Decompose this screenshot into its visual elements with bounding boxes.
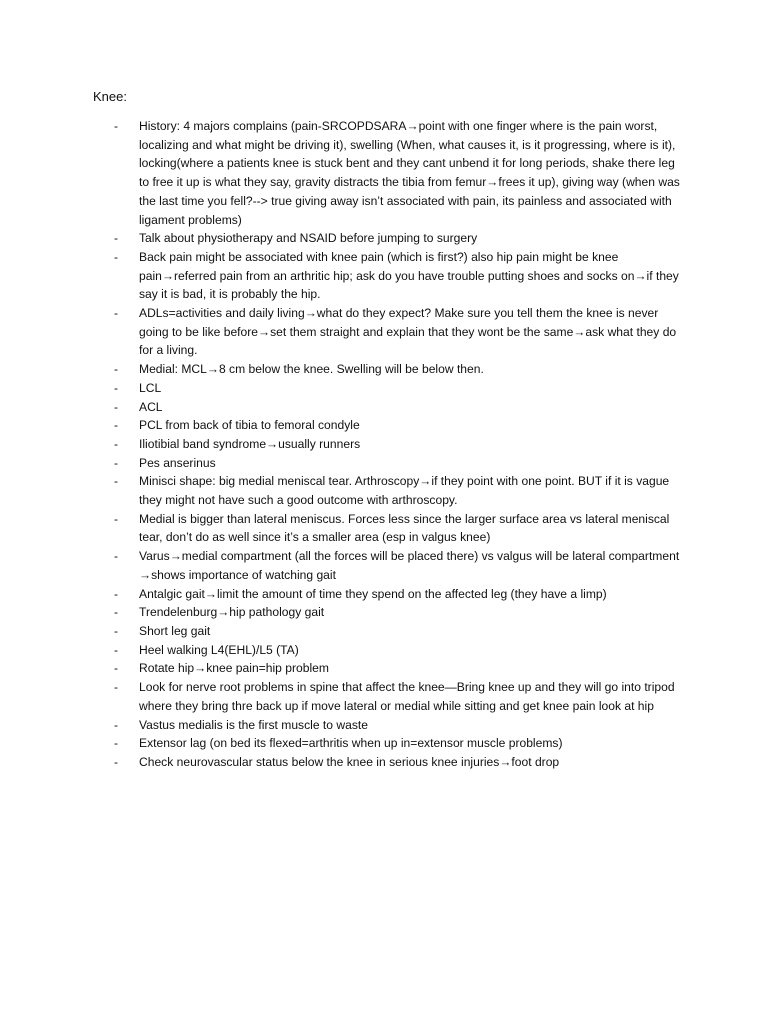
bullet-dash: - — [114, 511, 119, 526]
bullet-dash: - — [114, 436, 119, 451]
list-item-text: Heel walking L4(EHL)/L5 (TA) — [139, 642, 299, 657]
list-item-text: Iliotibial band syndrome→usually runners — [139, 436, 361, 451]
list-item — [114, 622, 680, 641]
list-item — [114, 304, 680, 360]
list-item-text: Back pain might be associated with knee pain (which is first?) also hip pain might be knee pain→referred pain from an arthritic hip; ask do you have trouble putting shoes and socks on→if they say it is bad, it is probably the hip. — [139, 249, 679, 302]
list-item — [114, 248, 680, 304]
list-item-text: Short leg gait — [139, 623, 211, 638]
list-item — [114, 603, 680, 622]
list-item — [114, 117, 680, 229]
list-item — [114, 229, 680, 248]
bullet-dash: - — [114, 455, 119, 470]
list-item-text: Vastus medialis is the first muscle to waste — [139, 717, 368, 732]
list-item — [114, 398, 680, 417]
list-item-text: Look for nerve root problems in spine that affect the knee—Bring knee up and they will go into tripod where they bring thre back up if move lateral or medial while sitting and get knee pain look at hip — [139, 680, 675, 713]
bullet-dash: - — [114, 119, 119, 133]
list-item-text: Varus→medial compartment (all the forces will be placed there) vs valgus will be lateral compartment →shows importance of watching gait — [139, 549, 680, 582]
bullet-dash: - — [114, 717, 119, 732]
list-item — [114, 753, 680, 772]
list-item-text: ADLs=activities and daily living→what do they expect? Make sure you tell them the knee is never going to be like before→set them straight and explain that they wont be the same→ask what they do for a living. — [139, 306, 677, 358]
list-item — [114, 659, 680, 678]
list-item-text: Talk about physiotherapy and NSAID before jumping to surgery — [139, 231, 478, 246]
list-item-text: Extensor lag (on bed its flexed=arthritis when up in=extensor muscle problems) — [139, 736, 563, 751]
bullet-dash: - — [114, 680, 119, 695]
list-item-text: Minisci shape: big medial meniscal tear. Arthroscopy→if they point with one point. BUT if it is vague they might not have such a good outcome with arthroscopy. — [139, 474, 670, 508]
bullet-dash: - — [114, 754, 119, 769]
list-item — [114, 716, 680, 735]
bullet-dash: - — [114, 418, 119, 433]
list-item-text: Medial is bigger than lateral meniscus. Forces less since the larger surface area vs lateral meniscal tear, don’t do as well since it’s a smaller area (esp in valgus knee) — [139, 511, 670, 545]
list-item — [114, 472, 680, 509]
bullet-dash: - — [114, 605, 119, 620]
list-item-text: LCL — [139, 380, 162, 395]
list-item-text: Pes anserinus — [139, 455, 216, 470]
bullet-dash: - — [114, 380, 119, 395]
bullet-dash: - — [114, 736, 119, 751]
list-item-text: Antalgic gait→limit the amount of time they spend on the affected leg (they have a limp) — [139, 586, 607, 601]
list-item — [114, 454, 680, 473]
bullet-dash: - — [114, 474, 119, 489]
list-item — [114, 435, 680, 454]
bullet-dash: - — [114, 586, 119, 601]
list-item — [114, 734, 680, 753]
list-item — [114, 510, 680, 547]
list-item-text: Medial: MCL→8 cm below the knee. Swelling will be below then. — [139, 362, 484, 377]
list-item — [114, 379, 680, 398]
document-heading: Knee: — [93, 89, 127, 104]
bullet-dash: - — [114, 642, 119, 657]
list-item-text: Rotate hip→knee pain=hip problem — [139, 661, 329, 676]
list-item — [114, 416, 680, 435]
notes-list — [114, 117, 680, 772]
list-item — [114, 585, 680, 604]
bullet-dash: - — [114, 623, 119, 638]
list-item — [114, 547, 680, 584]
list-item — [114, 641, 680, 660]
list-item-text: ACL — [139, 399, 163, 414]
bullet-dash: - — [114, 231, 119, 246]
bullet-dash: - — [114, 362, 119, 377]
bullet-dash: - — [114, 399, 119, 414]
list-item-text: Check neurovascular status below the knee in serious knee injuries→foot drop — [139, 754, 560, 769]
bullet-dash: - — [114, 661, 119, 676]
bullet-dash: - — [114, 249, 119, 264]
list-item-text: PCL from back of tibia to femoral condyle — [139, 418, 360, 433]
list-item-text: History: 4 majors complains (pain-SRCOPDSARA→point with one finger where is the pain worst, localizing and what might be driving it), swelling (When, what causes it, is it progressing, where is it), locking(where a patients knee is stuck bent and they cant unbend it for long periods, shake there leg to free it up is what they say, gravity distracts the tibia from femur→frees it up), giving way (when was the last time you fell?--> true giving away isn’t associated with pain, its painless and associated with ligament problems) — [139, 119, 680, 227]
list-item — [114, 678, 680, 715]
list-item — [114, 360, 680, 379]
list-item-text: Trendelenburg→hip pathology gait — [139, 605, 325, 620]
bullet-dash: - — [114, 306, 119, 321]
bullet-dash: - — [114, 549, 119, 564]
